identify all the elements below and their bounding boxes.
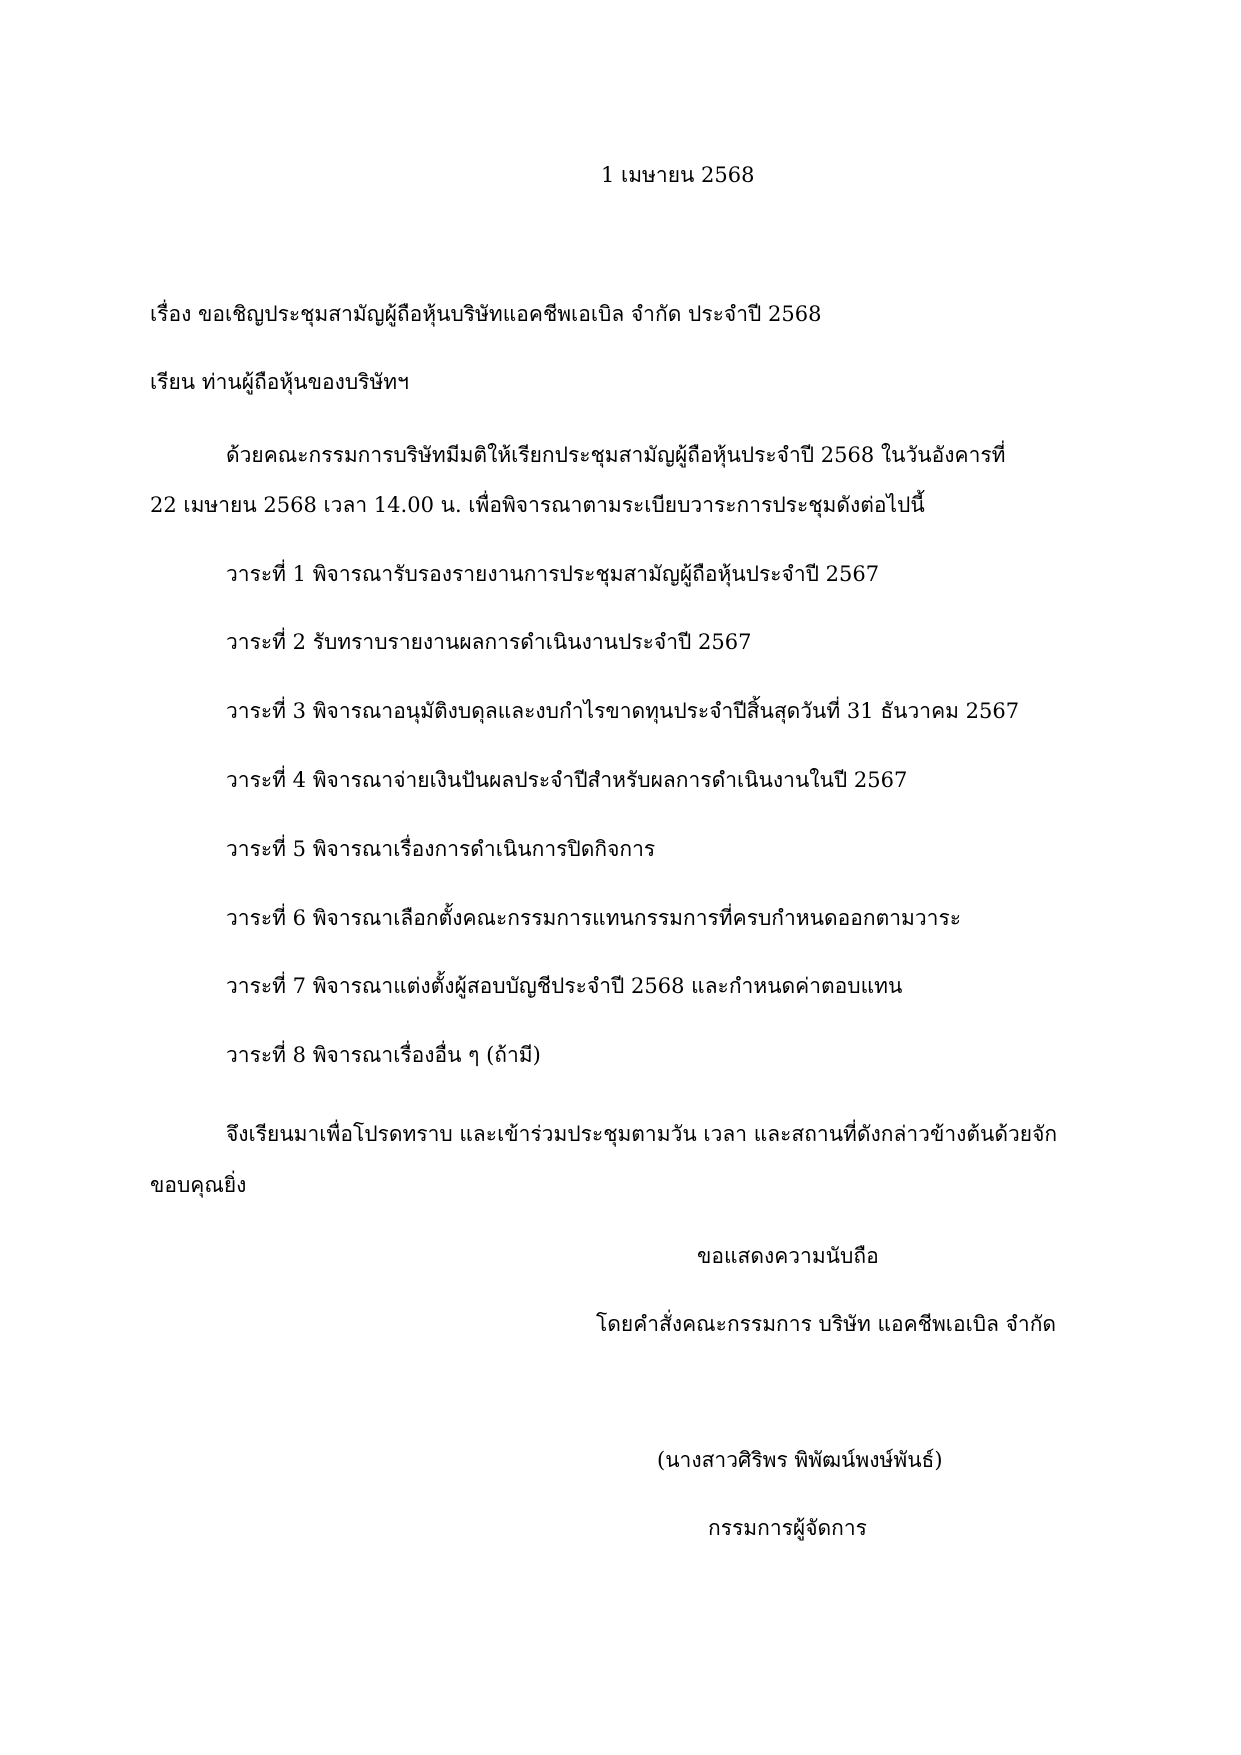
intro-paragraph-line-1: ด้วยคณะกรรมการบริษัทมีมติให้เรียกประชุมสามัญผู้ถือหุ้นประจำปี 2568 ในวันอังคารที่ — [226, 443, 1006, 467]
agenda-item-3: วาระที่ 3 พิจารณาอนุมัติงบดุลและงบกำไรขาดทุนประจำปีสิ้นสุดวันที่ 31 ธันวาคม 2567 — [226, 699, 1020, 723]
agenda-item-8: วาระที่ 8 พิจารณาเรื่องอื่น ๆ (ถ้ามี) — [226, 1043, 541, 1067]
letter-subject: เรื่อง ขอเชิญประชุมสามัญผู้ถือหุ้นบริษัทแอคชีพเอเบิล จำกัด ประจำปี 2568 — [150, 302, 822, 326]
regards: ขอแสดงความนับถือ — [697, 1244, 879, 1268]
agenda-item-6: วาระที่ 6 พิจารณาเลือกตั้งคณะกรรมการแทนกรรมการที่ครบกำหนดออกตามวาระ — [226, 906, 961, 930]
agenda-item-5: วาระที่ 5 พิจารณาเรื่องการดำเนินการปิดกิจการ — [226, 837, 656, 861]
signer-name: (นางสาวศิริพร พิพัฒน์พงษ์พันธ์) — [657, 1448, 943, 1472]
letter-salutation: เรียน ท่านผู้ถือหุ้นของบริษัทฯ — [150, 370, 409, 394]
agenda-item-4: วาระที่ 4 พิจารณาจ่ายเงินปันผลประจำปีสำหรับผลการดำเนินงานในปี 2567 — [226, 768, 908, 792]
signer-position: กรรมการผู้จัดการ — [708, 1516, 867, 1540]
by-order-of-board: โดยคำสั่งคณะกรรมการ บริษัท แอคชีพเอเบิล จำกัด — [596, 1312, 1057, 1336]
letter-date: 1 เมษายน 2568 — [601, 163, 755, 187]
closing-paragraph-line-2: ขอบคุณยิ่ง — [150, 1173, 247, 1197]
closing-paragraph-line-1: จึงเรียนมาเพื่อโปรดทราบ และเข้าร่วมประชุมตามวัน เวลา และสถานที่ดังกล่าวข้างต้นด้วยจัก — [226, 1122, 1058, 1146]
agenda-item-7: วาระที่ 7 พิจารณาแต่งตั้งผู้สอบบัญชีประจำปี 2568 และกำหนดค่าตอบแทน — [226, 974, 903, 998]
intro-paragraph-line-2: 22 เมษายน 2568 เวลา 14.00 น. เพื่อพิจารณาตามระเบียบวาระการประชุมดังต่อไปนี้ — [150, 493, 925, 517]
agenda-item-2: วาระที่ 2 รับทราบรายงานผลการดำเนินงานประจำปี 2567 — [226, 630, 752, 654]
agenda-item-1: วาระที่ 1 พิจารณารับรองรายงานการประชุมสามัญผู้ถือหุ้นประจำปี 2567 — [226, 562, 880, 586]
